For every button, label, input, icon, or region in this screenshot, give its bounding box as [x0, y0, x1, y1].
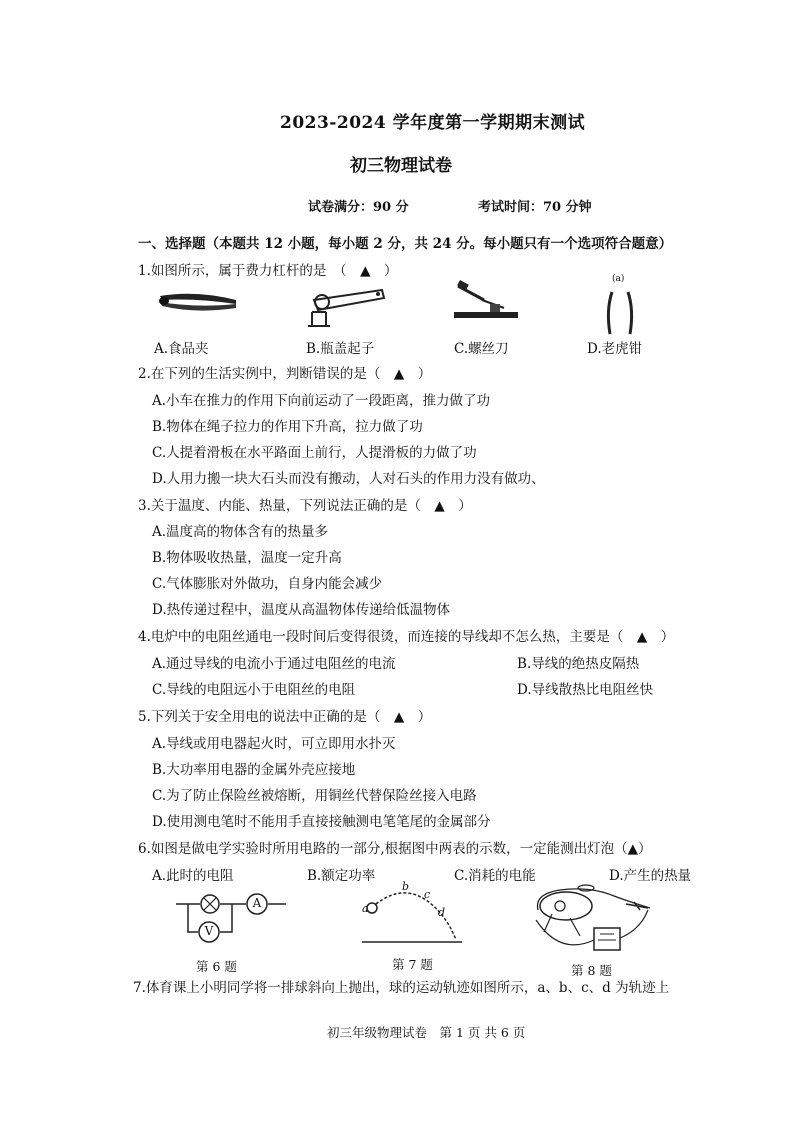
question-2-stem: 2.在下列的生活实例中，判断错误的是（ ▲ ） [138, 366, 432, 382]
figure-label-a: (a) [612, 274, 625, 284]
meter-box-icon [594, 928, 620, 950]
question-7-stem: 7.体育课上小明同学将一排球斜向上抛出，球的运动轨迹如图所示，a、b、c、d 为轨迹上 [133, 980, 670, 996]
exam-time: 考试时间：70 分钟 [478, 200, 592, 215]
fig8-apparatus-diagram [530, 880, 658, 960]
q3-option-a: A.温度高的物体含有的热量多 [152, 524, 329, 540]
point-c-label: c [424, 888, 431, 901]
q5-option-c: C.为了防止保险丝被熔断，用铜丝代替保险丝接入电路 [152, 788, 477, 804]
fig8-caption: 第 8 题 [571, 963, 612, 978]
point-b-label: b [402, 880, 410, 893]
q4-option-c: C.导线的电阻远小于电阻丝的电阻 [152, 682, 356, 698]
q6-option-a: A.此时的电阻 [152, 868, 234, 884]
q5-option-b: B.大功率用电器的金属外壳应接地 [152, 762, 356, 778]
q4-option-a: A.通过导线的电流小于通过电阻丝的电流 [152, 656, 396, 672]
q3-option-b: B.物体吸收热量，温度一定升高 [152, 550, 342, 566]
q1-option-d: D.老虎钳 [587, 341, 643, 357]
q6-option-b: B.额定功率 [307, 868, 376, 884]
screwdriver-illustration [454, 282, 520, 322]
fig7-trajectory-diagram [356, 880, 466, 954]
exam-subtitle: 初三物理试卷 [350, 156, 452, 176]
q3-option-c: C.气体膨胀对外做功，自身内能会减少 [152, 576, 383, 592]
bottle-opener-illustration [306, 286, 388, 330]
point-a-label: a [362, 902, 369, 915]
page-footer: 初三年级物理试卷 第 1 页 共 6 页 [327, 1025, 526, 1040]
ammeter-label: A [252, 896, 262, 910]
q2-option-a: A.小车在推力的作用下向前运动了一段距离，推力做了功 [152, 393, 491, 409]
exam-title: 2023-2024 学年度第一学期期末测试 [280, 113, 586, 133]
q3-option-d: D.热传递过程中，温度从高温物体传递给低温物体 [152, 602, 451, 618]
q2-option-d: D.人用力搬一块大石头而没有搬动，人对石头的作用力没有做功、 [152, 471, 545, 487]
question-3-stem: 3.关于温度、内能、热量，下列说法正确的是（ ▲ ） [138, 498, 472, 514]
pliers-illustration [604, 290, 636, 336]
q6-option-d: D.产生的热量 [609, 868, 692, 884]
section-heading: 一、选择题（本题共 12 小题，每小题 2 分，共 24 分。每小题只有一个选项符合题意） [138, 236, 673, 252]
q1-option-b: B.瓶盖起子 [306, 341, 375, 357]
q2-option-c: C.人提着滑板在水平路面上前行，人提滑板的力做了功 [152, 445, 477, 461]
fig6-circuit-diagram [176, 890, 288, 950]
q4-option-b: B.导线的绝热皮隔热 [517, 656, 640, 672]
food-tongs-illustration [156, 288, 240, 318]
question-6-stem: 6.如图是做电学实验时所用电路的一部分,根据图中两表的示数，一定能测出灯泡（▲） [138, 841, 652, 857]
point-d-label: d [438, 906, 446, 919]
q1-option-a: A.食品夹 [154, 341, 209, 357]
q5-option-d: D.使用测电笔时不能用手直接接触测电笔笔尾的金属部分 [152, 814, 491, 830]
question-5-stem: 5.下列关于安全用电的说法中正确的是（ ▲ ） [138, 709, 432, 725]
fig7-caption: 第 7 题 [392, 957, 433, 972]
voltmeter-label: V [204, 924, 214, 938]
q5-option-a: A.导线或用电器起火时，可立即用水扑灭 [152, 736, 396, 752]
q6-option-c: C.消耗的电能 [454, 868, 536, 884]
question-1-stem: 1.如图所示，属于费力杠杆的是 （ ▲ ） [138, 263, 398, 279]
fig6-caption: 第 6 题 [196, 959, 237, 974]
q4-option-d: D.导线散热比电阻丝快 [517, 682, 654, 698]
q1-option-c: C.螺丝刀 [454, 341, 509, 357]
full-score: 试卷满分：90 分 [308, 200, 409, 215]
question-4-stem: 4.电炉中的电阻丝通电一段时间后变得很烫，而连接的导线却不怎么热，主要是（ ▲ ） [138, 629, 675, 645]
q2-option-b: B.物体在绳子拉力的作用下升高，拉力做了功 [152, 419, 423, 435]
